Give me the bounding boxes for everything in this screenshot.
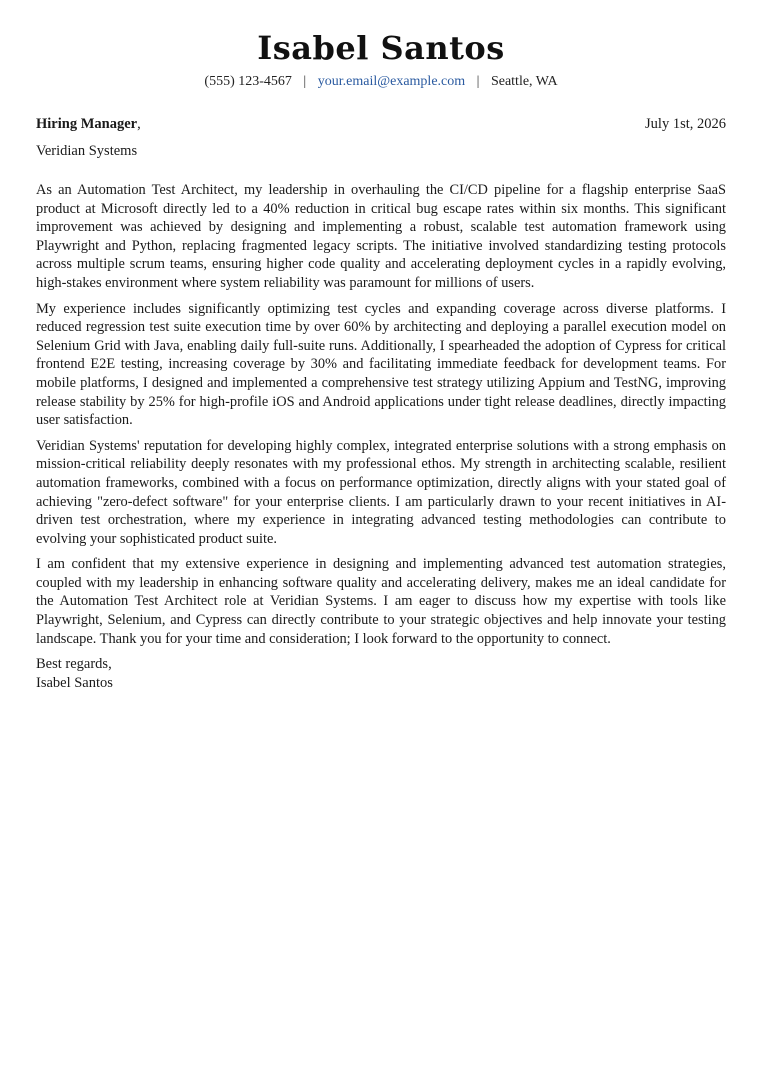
contact-line (36, 72, 726, 92)
body-paragraph: As an Automation Test Architect, my leadership in overhauling the CI/CD pipeline for a flagship enterprise SaaS product at Microsoft directly led to a 40% reduction in critical bug escape rates within six months. This significant improvement was achieved by designing and implementing a robust, scalable test automation framework using Playwright and Python, replacing fragmented legacy scripts. The initiative involved standardizing testing protocols across multiple scrum teams, ensuring higher code quality and accelerating deployment cycles in a rapidly evolving, high-stakes environment where system reliability was paramount for millions of users. (36, 182, 726, 291)
letter-body (36, 181, 726, 648)
recipient (36, 114, 141, 134)
closing-phrase: Best regards, (36, 656, 112, 673)
signature: Isabel Santos (36, 675, 113, 692)
body-paragraph: I am confident that my extensive experience in designing and implementing advanced test automation strategies, coupled with my leadership in enhancing software quality and accelerating delivery, makes me an ideal candidate for the Automation Test Architect role at Veridian Systems. I am eager to discuss how my expertise with tools like Playwright, Selenium, and Cypress can directly contribute to your strategic objectives and help innovate your testing landscape. Thank you for your time and consideration; I look forward to the opportunity to connect. (36, 556, 726, 647)
salutation-row (36, 114, 726, 134)
phone-number: (555) 123-4567 (204, 74, 292, 89)
recipient-name: Hiring Manager (36, 116, 138, 132)
contact-separator: | (476, 74, 480, 89)
recipient-punctuation: , (137, 116, 141, 132)
company-name: Veridian Systems (36, 143, 138, 159)
letter-date: July 1st, 2026 (645, 116, 726, 132)
location: Seattle, WA (490, 74, 558, 89)
applicant-name: Isabel Santos (257, 29, 505, 67)
email-link[interactable]: your.email@example.com (317, 74, 466, 89)
body-paragraph: Veridian Systems' reputation for developing highly complex, integrated enterprise solutions with a strong emphasis on mission-critical reliability deeply resonates with my professional ethos. My strength in architecting scalable, resilient automation frameworks, combined with a focus on performance optimization, directly aligns with your stated goal of achieving "zero-defect software" for your enterprise clients. I am particularly drawn to your recent initiatives in AI-driven test orchestration, where my experience in integrating advanced testing methodologies can contribute to evolving your sophisticated product suite. (36, 437, 726, 547)
closing-block (36, 655, 726, 693)
contact-separator: | (303, 74, 307, 89)
body-paragraph: My experience includes significantly optimizing test cycles and expanding coverage across diverse platforms. I reduced regression test suite execution time by over 60% by architecting and deploying a parallel execution model on Selenium Grid with Java, enabling daily full-suite runs. Additionally, I spearheaded the adoption of Cypress for critical frontend E2E testing, increasing coverage by 30% and facilitating immediate feedback for development teams. For mobile platforms, I designed and implemented a comprehensive test strategy utilizing Appium and TestNG, improving release stability by 25% for high-profile iOS and Android applications under tight release deadlines, directly impacting user satisfaction. (36, 300, 726, 429)
